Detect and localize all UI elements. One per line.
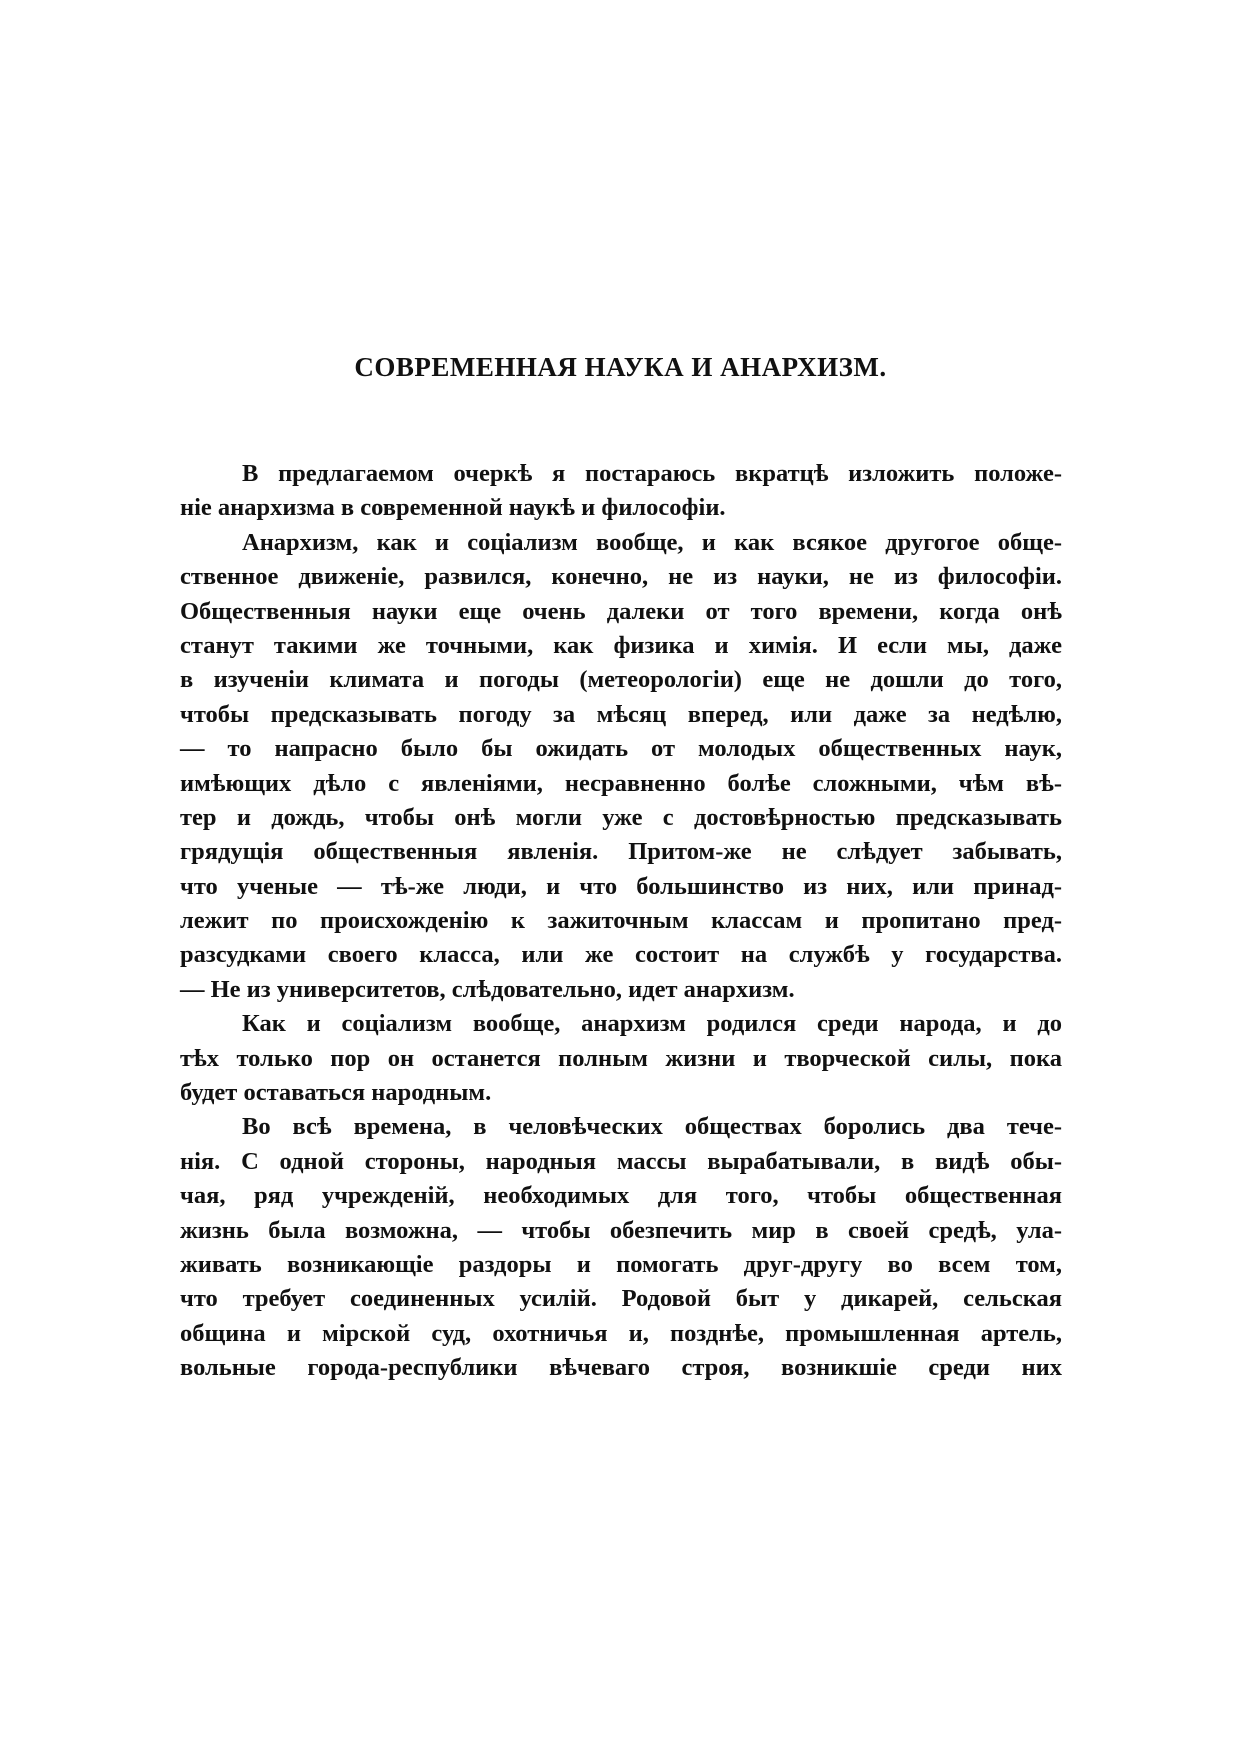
text-line: ственное движеніе, развился, конечно, не из науки, не из философіи. [180, 563, 1062, 591]
text-line: живать возникающіе раздоры и помогать друг-другу во всем том, [180, 1250, 1062, 1278]
text-line: ніе анархизма в современной наукѣ и философіи. [180, 494, 726, 522]
text-line: разсудками своего класса, или же состоит на службѣ у государства. [180, 941, 1062, 969]
text-line: станут такими же точными, как физика и химія. И если мы, даже [180, 631, 1062, 659]
text-line: нія. С одной стороны, народныя массы вырабатывали, в видѣ обы- [180, 1147, 1062, 1175]
text-line: жизнь была возможна, — чтобы обезпечить мир в своей средѣ, ула- [180, 1216, 1062, 1244]
text-line: Анархизм, как и соціализм вообще, и как всякое другогое обще- [242, 528, 1062, 556]
body-text [180, 457, 1062, 1386]
text-line: лежит по происхожденію к зажиточным классам и пропитано пред- [180, 907, 1062, 935]
text-line: будет оставаться народным. [180, 1079, 492, 1107]
text-line: тер и дождь, чтобы онѣ могли уже с достовѣрностью предсказывать [180, 803, 1062, 831]
text-line: что требует соединенных усилій. Родовой быт у дикарей, сельская [180, 1285, 1062, 1313]
text-line: община и мірской суд, охотничья и, позднѣе, промышленная артель, [180, 1319, 1062, 1347]
text-line: Во всѣ времена, в человѣческих обществах боролись два тече- [242, 1113, 1062, 1141]
text-line: — Не из университетов, слѣдовательно, идет анархизм. [180, 975, 795, 1003]
text-line: что ученые — тѣ-же люди, и что большинство из них, или принад- [180, 872, 1062, 900]
text-line: имѣющих дѣло с явленіями, несравненно болѣе сложными, чѣм вѣ- [180, 769, 1062, 797]
text-line: грядущія общественныя явленія. Притом-же не слѣдует забывать, [180, 838, 1062, 866]
text-line: В предлагаемом очеркѣ я постараюсь вкратцѣ изложить положе- [242, 460, 1062, 487]
text-line: чтобы предсказывать погоду за мѣсяц вперед, или даже за недѣлю, [180, 700, 1062, 728]
text-line: — то напрасно было бы ожидать от молодых общественных наук, [180, 735, 1062, 763]
text-line: Общественныя науки еще очень далеки от того времени, когда онѣ [180, 597, 1062, 625]
text-line: чая, ряд учрежденій, необходимых для того, чтобы общественная [180, 1182, 1062, 1210]
text-line: тѣх только пор он останется полным жизни и творческой силы, пока [180, 1044, 1062, 1072]
page-title: СОВРЕМЕННАЯ НАУКА И АНАРХИЗМ. [354, 352, 887, 382]
text-line: вольные города-республики вѣчеваго строя, возникшіе среди них [180, 1354, 1062, 1382]
text-line: Как и соціализм вообще, анархизм родился среди народа, и до [242, 1010, 1062, 1038]
text-line: в изученіи климата и погоды (метеорологіи) еще не дошли до того, [180, 666, 1062, 694]
